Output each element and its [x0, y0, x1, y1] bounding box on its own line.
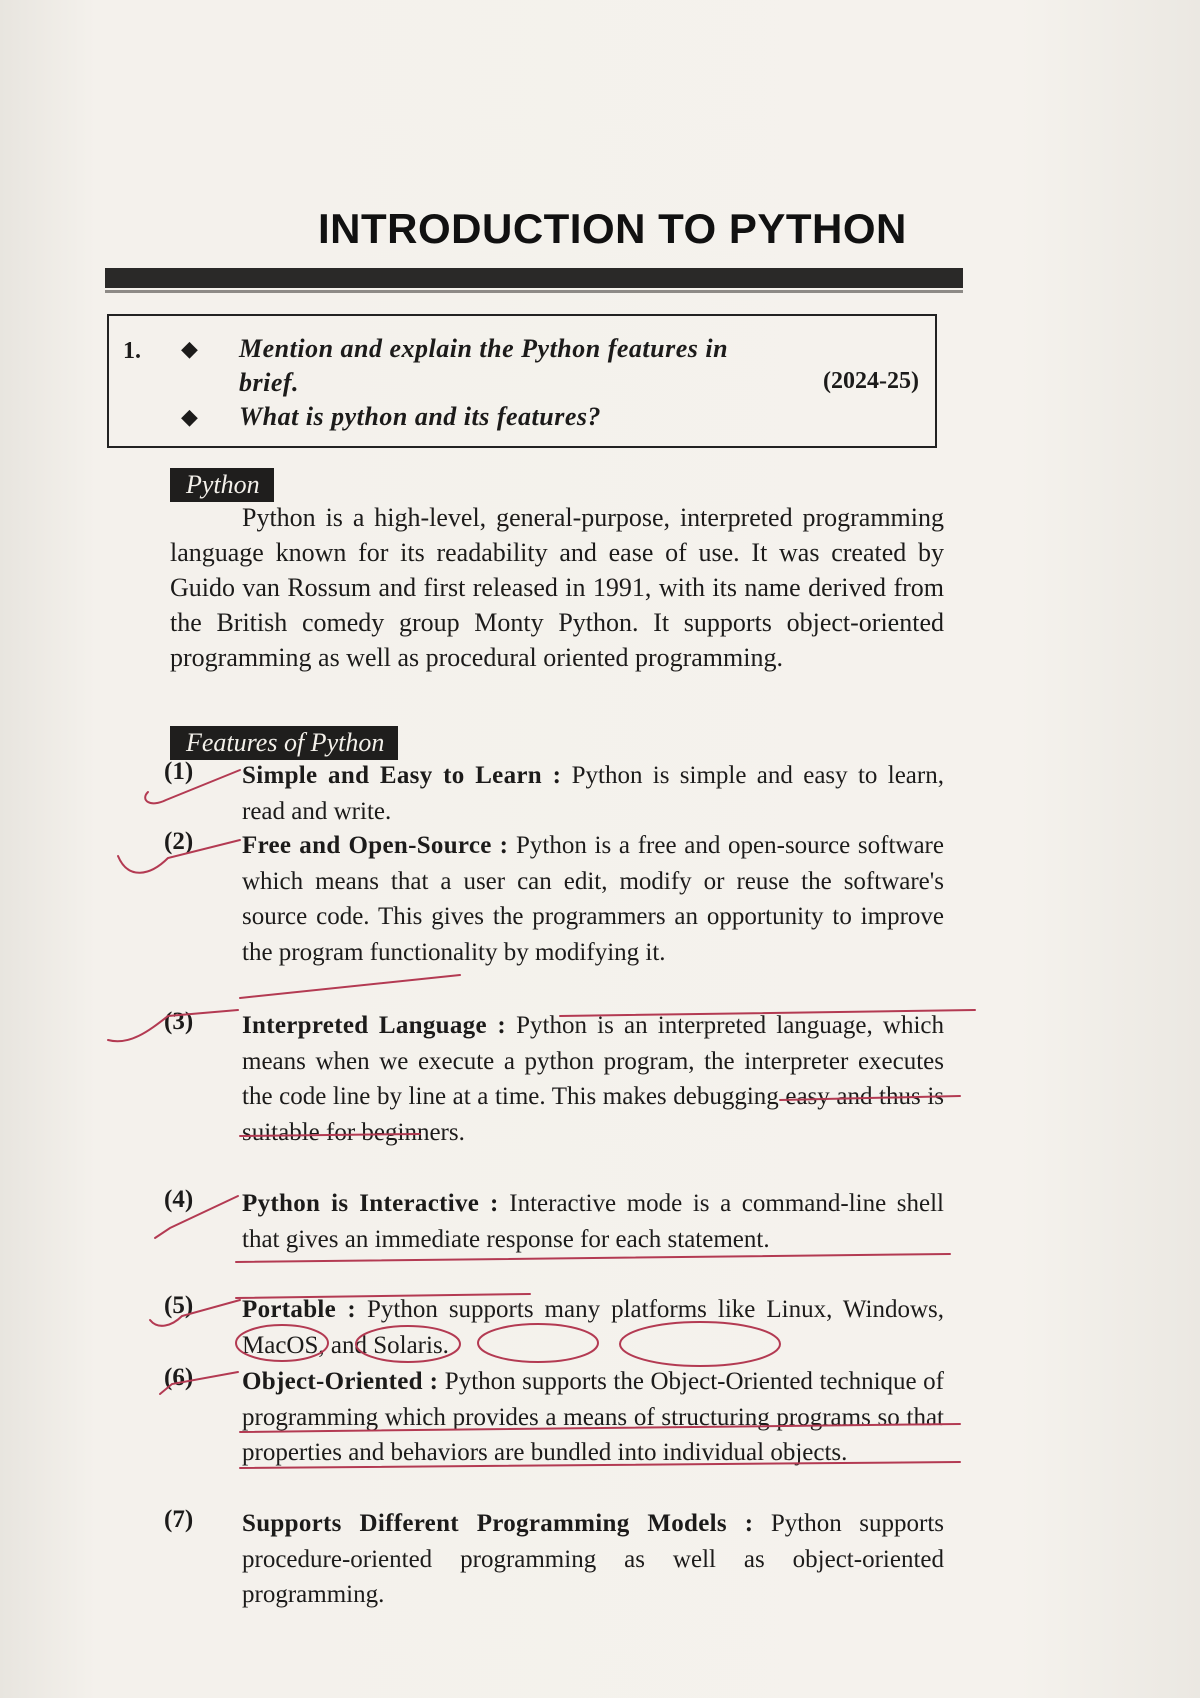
feature-heading: Free and Open-Source : — [242, 832, 509, 859]
feature-text: Python supports the Object-Oriented technique of programming which provides a means of structuring programs so that properties and behaviors are bundled into individual objects. — [242, 1368, 944, 1466]
question-line-2: brief. — [239, 368, 300, 397]
python-paragraph: Python is a high-level, general-purpose, interpreted programming language known for its readability and ease of use. It was created by Guido van Rossum and first released in 1991, with its name derived from the British comedy group Monty Python. It supports object-oriented programming as well as procedural oriented programming. — [170, 503, 944, 672]
feature-text: Python is simple and easy to learn, read and write. — [242, 762, 944, 825]
feature-item-5 — [164, 1292, 944, 1363]
feature-item-7 — [164, 1506, 944, 1613]
feature-heading: Object-Oriented : — [242, 1368, 439, 1395]
python-label: Python — [170, 468, 274, 502]
chapter-title: INTRODUCTION TO PYTHON — [318, 205, 907, 252]
feature-text: Python is an interpreted language, which means when we execute a python program, the interpreter executes the code line by line at a time. This makes debugging easy and thus is suitable for beginners. — [242, 1012, 945, 1146]
question-year: (2024-25) — [823, 368, 919, 394]
feature-item-4 — [164, 1186, 944, 1257]
annotation-underline — [240, 975, 460, 998]
feature-text: Python is a free and open-source software which means that a user can edit, modify or reuse the software's source code. This gives the programmers an opportunity to improve the program functionality by modifying it. — [242, 832, 944, 966]
feature-number: (6) — [164, 1364, 194, 1391]
feature-number: (7) — [164, 1506, 194, 1533]
feature-number: (3) — [164, 1008, 194, 1035]
feature-heading: Supports Different Programming Models : — [242, 1510, 754, 1537]
feature-text: Python supports procedure-oriented programming as well as object-oriented programming. — [242, 1510, 944, 1608]
title-rule — [105, 268, 963, 288]
feature-number: (5) — [164, 1292, 194, 1319]
feature-number: (4) — [164, 1186, 194, 1213]
feature-heading: Interpreted Language : — [242, 1012, 506, 1039]
title-rule-shadow — [105, 290, 963, 293]
feature-item-3 — [164, 1008, 944, 1150]
question-line-3: What is python and its features? — [239, 402, 602, 431]
feature-heading: Python is Interactive : — [242, 1190, 499, 1217]
question-number: 1. — [123, 338, 141, 364]
feature-number: (2) — [164, 828, 194, 855]
features-label: Features of Python — [170, 726, 398, 760]
feature-heading: Portable : — [242, 1296, 356, 1323]
feature-text: Interactive mode is a command-line shell that gives an immediate response for each statement. — [242, 1190, 944, 1253]
question-line-1: Mention and explain the Python features in — [239, 334, 729, 363]
bullet-icon: ◆ — [181, 404, 198, 429]
question-box — [107, 314, 937, 448]
feature-item-6 — [164, 1364, 944, 1471]
feature-number: (1) — [164, 758, 194, 785]
feature-item-2 — [164, 828, 944, 970]
feature-heading: Simple and Easy to Learn : — [242, 762, 562, 789]
bullet-icon: ◆ — [181, 336, 198, 361]
feature-text: Python supports many platforms like Linux, Windows, MacOS, and Solaris. — [242, 1296, 944, 1359]
feature-item-1 — [164, 758, 944, 829]
